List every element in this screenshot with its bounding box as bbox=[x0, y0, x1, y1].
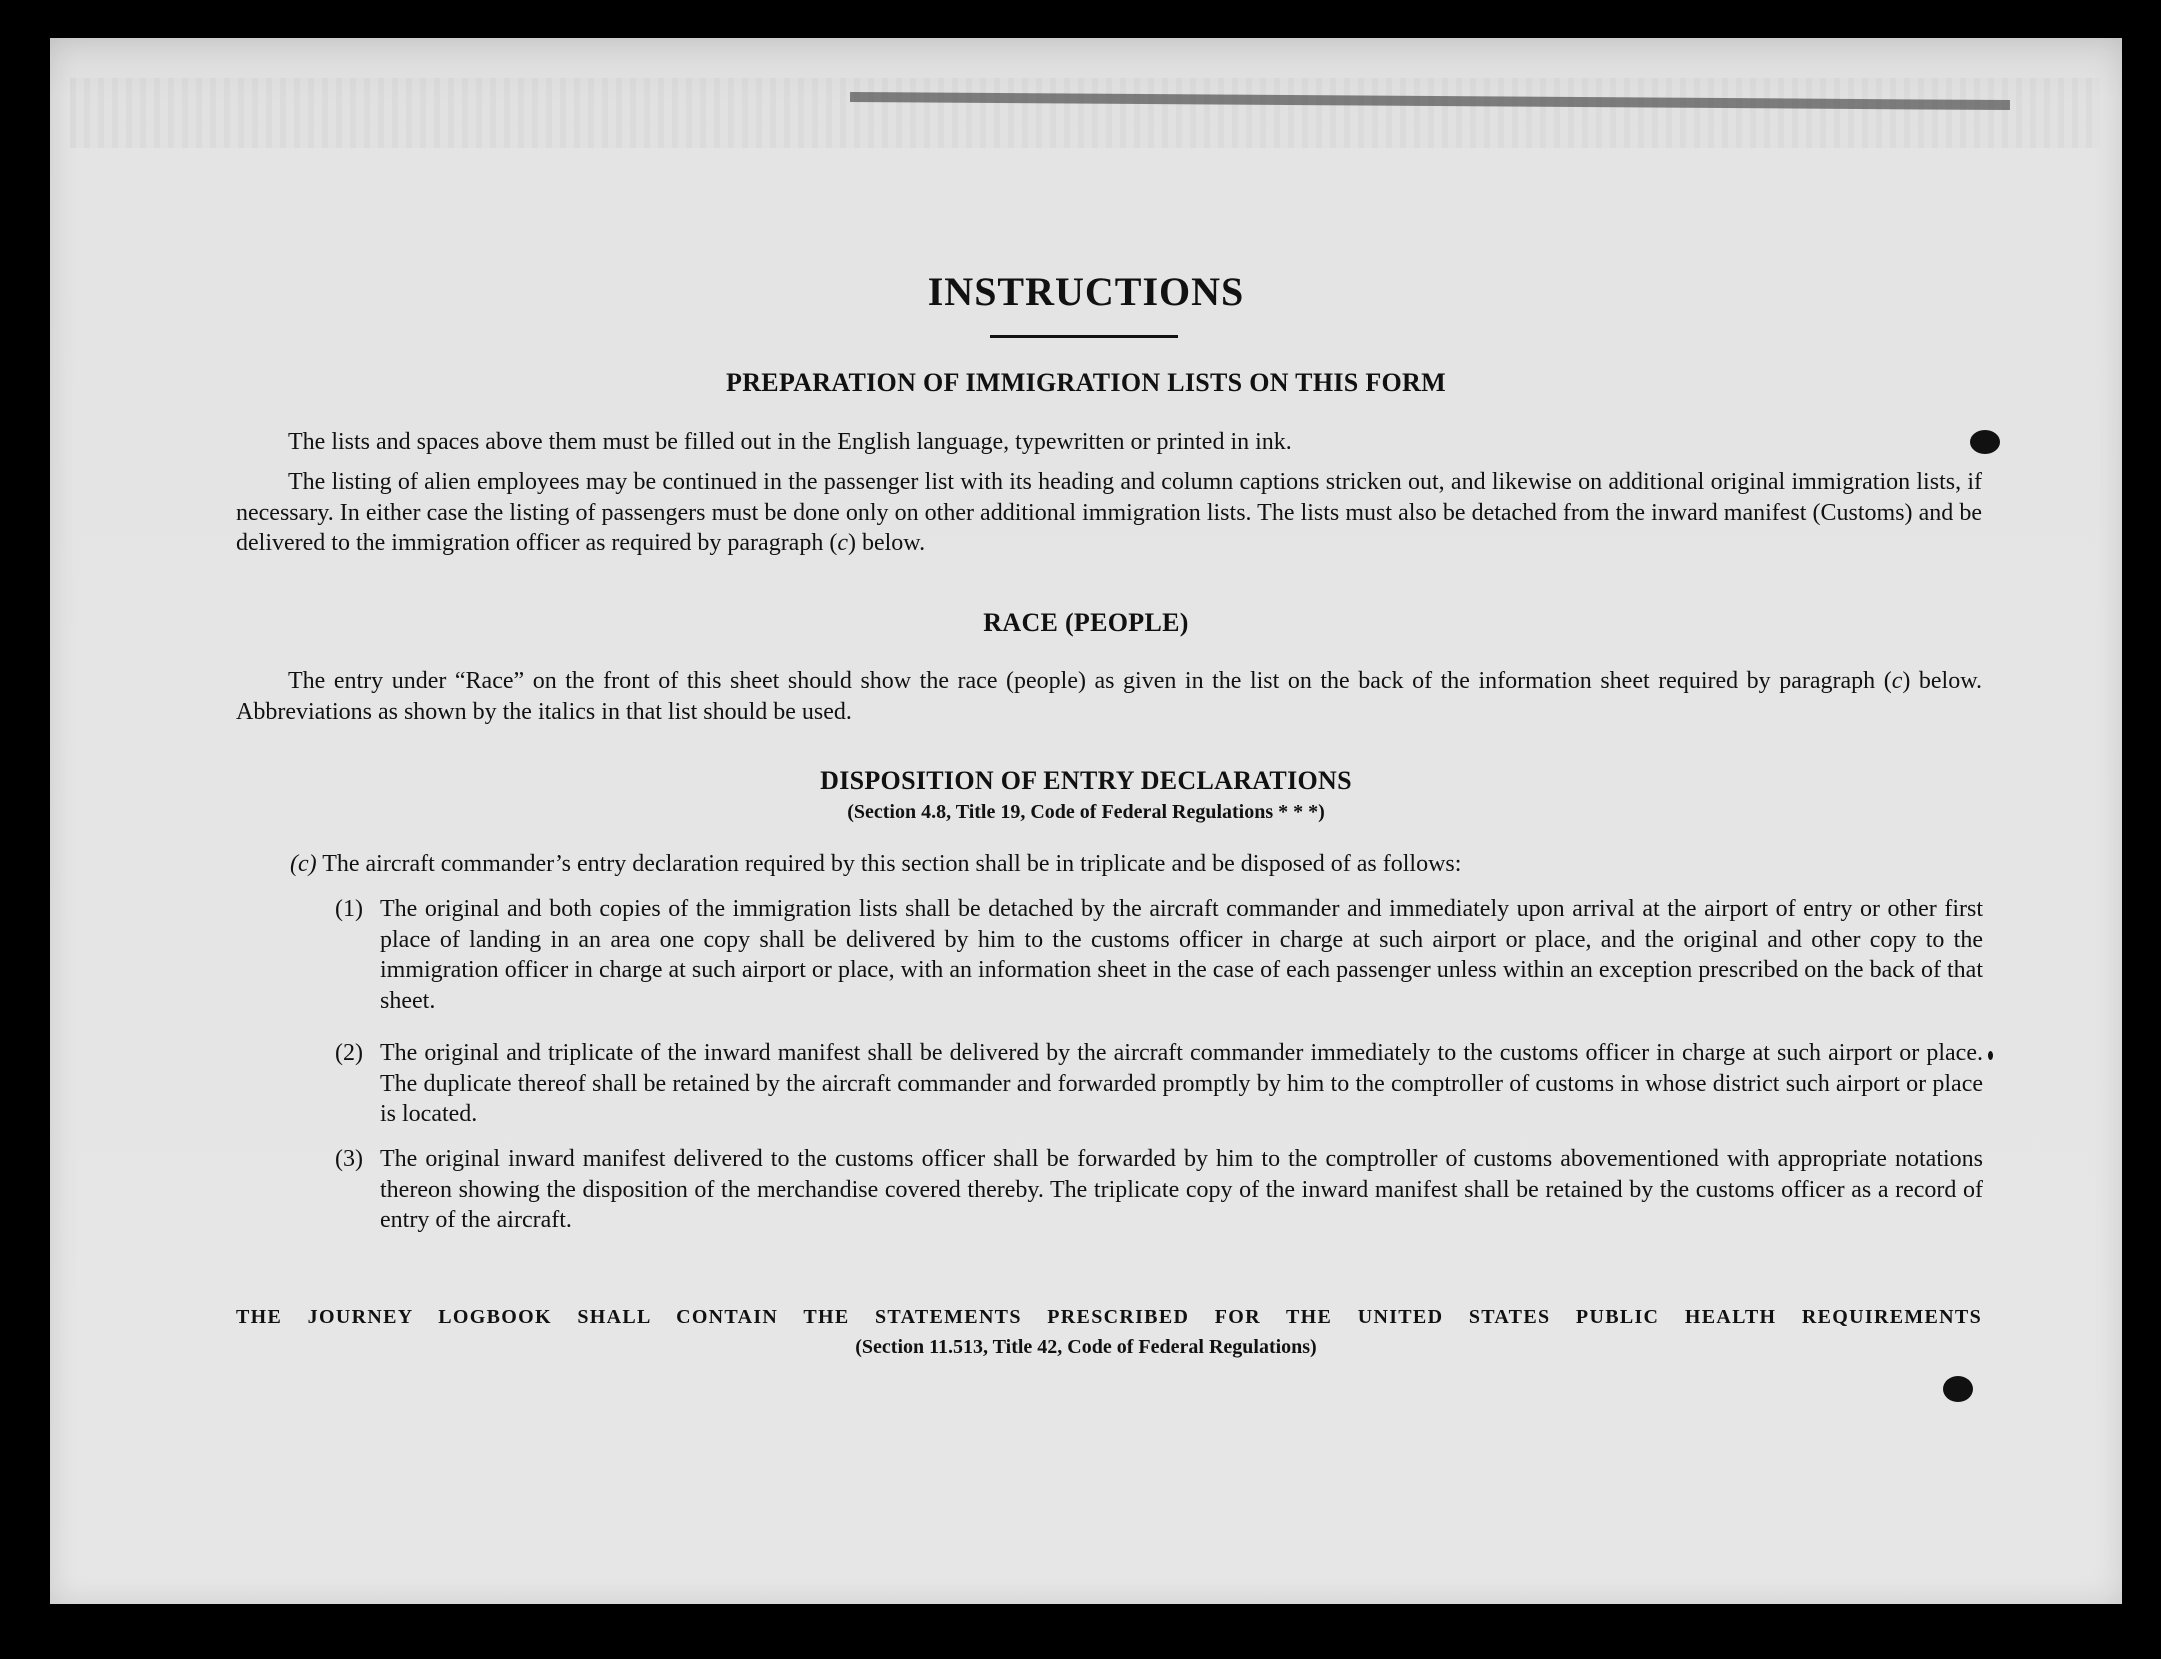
footer-citation: (Section 11.513, Title 42, Code of Federal Regulations) bbox=[855, 1336, 1317, 1358]
footer-public-health-statement: THE JOURNEY LOGBOOK SHALL CONTAIN THE STATEMENTS PRESCRIBED FOR THE UNITED STATES PUBLIC HEALTH REQUIREMENTS bbox=[236, 1306, 1982, 1328]
paragraph-text-end: ) below. bbox=[847, 530, 926, 556]
paragraph-alien-employees bbox=[236, 467, 1982, 559]
list-item-1 bbox=[335, 894, 1983, 1016]
paragraph-english-language: The lists and spaces above them must be filled out in the English language, typewritten or printed in ink. bbox=[288, 429, 1292, 455]
heading-preparation: PREPARATION OF IMMIGRATION LISTS ON THIS FORM bbox=[726, 368, 1446, 397]
document-sheet bbox=[50, 38, 2122, 1604]
heading-disposition: DISPOSITION OF ENTRY DECLARATIONS bbox=[820, 766, 1352, 795]
paragraph-text: The listing of alien employees may be continued in the passenger list with its heading and column captions stricken out, and likewise on additional original immigration lists, if necessary. In either case the listing of passengers must be done only on other additional immigration lists. The lists must also be detached from the inward manifest (Customs) and be delivered to the immigration officer as required by paragraph ( bbox=[236, 469, 1982, 556]
paragraph-c-intro bbox=[290, 849, 1990, 879]
paragraph-race bbox=[236, 666, 1982, 727]
paragraph-c-text: The aircraft commander’s entry declaration required by this section shall be in triplicate and be disposed of as follows: bbox=[322, 851, 1462, 877]
item-text: The original inward manifest delivered to the customs officer shall be forwarded by him to the comptroller of customs abovementioned with appropriate notations thereon showing the disposition of the merchandise covered thereby. The triplicate copy of the inward manifest shall be retained by the customs officer as a record of entry of the aircraft. bbox=[380, 1146, 1983, 1233]
list-item-3 bbox=[335, 1144, 1983, 1236]
paragraph-text: The entry under “Race” on the front of this sheet should show the race (people) as given in the list on the back of the information sheet required by paragraph ( bbox=[288, 668, 1892, 694]
show-through-text bbox=[490, 128, 496, 154]
item-text: The original and both copies of the immigration lists shall be detached by the aircraft commander and immediately upon arrival at the airport of entry or other first place of landing in an area one copy shall be delivered by him to the customs officer in charge at such airport or place, and the original and other copy to the immigration officer in charge at such airport or place, with an information sheet in the case of each passenger unless within an exception prescribed on the back of that sheet. bbox=[380, 896, 1983, 1014]
item-number: (1) bbox=[335, 896, 363, 922]
paragraph-letter: c bbox=[837, 530, 848, 556]
item-number: (2) bbox=[335, 1040, 363, 1066]
citation-title-19: (Section 4.8, Title 19, Code of Federal Regulations * * *) bbox=[847, 801, 1325, 823]
page-title: INSTRUCTIONS bbox=[927, 269, 1245, 314]
title-underline bbox=[990, 335, 1178, 338]
paragraph-c-label: (c) bbox=[290, 851, 317, 877]
item-number: (3) bbox=[335, 1146, 363, 1172]
ink-speck bbox=[1988, 1051, 1993, 1060]
item-text: The original and triplicate of the inward manifest shall be delivered by the aircraft commander immediately to the customs officer in charge at such airport or place. The duplicate thereof shall be retained by the aircraft commander and forwarded promptly by him to the comptroller of customs in whose district such airport or place is located. bbox=[380, 1040, 1983, 1127]
paragraph-text-end: ) below. Abbreviations as shown by the italics in that list should be used. bbox=[236, 668, 1982, 725]
paragraph-letter: c bbox=[1891, 668, 1903, 694]
show-through-header bbox=[70, 78, 2100, 148]
ink-blot bbox=[1943, 1376, 1973, 1402]
list-item-2 bbox=[335, 1038, 1983, 1130]
heading-race: RACE (PEOPLE) bbox=[983, 608, 1189, 637]
